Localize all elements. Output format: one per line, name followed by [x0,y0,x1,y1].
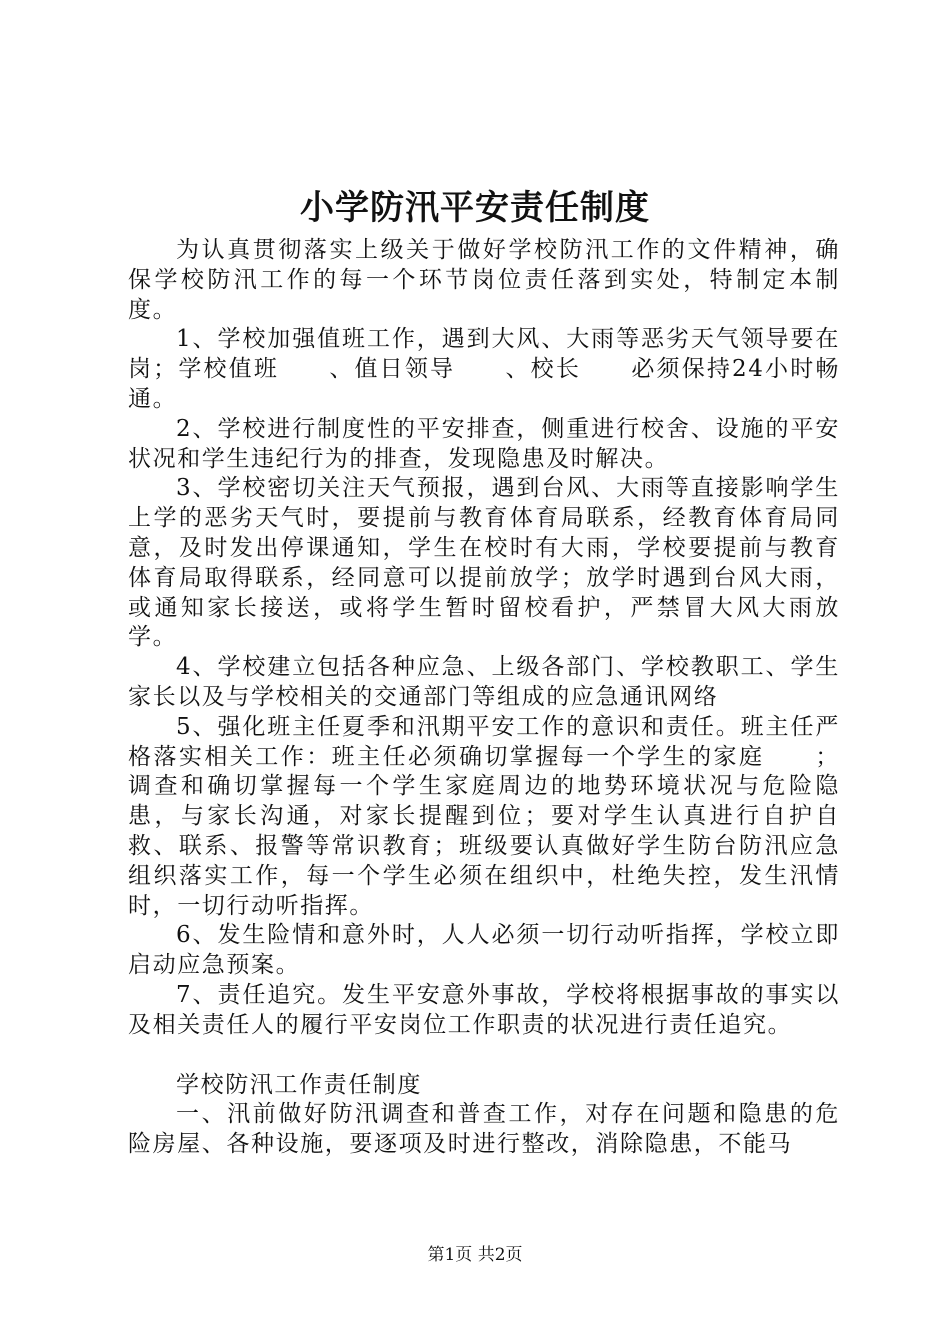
section-2-paragraph: 一、汛前做好防汛调查和普查工作，对存在问题和隐患的危险房屋、各种设施，要逐项及时进行整改，消除隐患，不能马 [128,1101,840,1158]
paragraph-item-1: 1、学校加强值班工作，遇到大风、大雨等恶劣天气领导要在岗；学校值班 、值日领导 、校长 必须保持24小时畅通。 [128,326,840,412]
paragraph-item-3: 3、学校密切关注天气预报，遇到台风、大雨等直接影响学生上学的恶劣天气时，要提前与教育体育局联系，经教育体育局同意，及时发出停课通知，学生在校时有大雨，学校要提前与教育体育局取得联系，经同意可以提前放学；放学时遇到台风大雨，或通知家长接送，或将学生暂时留校看护，严禁冒大风大雨放学。 [128,475,840,651]
page-footer: 第1页 共2页 [427,1245,523,1265]
section-2-heading: 学校防汛工作责任制度 [176,1071,422,1098]
document-title: 小学防汛平安责任制度 [300,188,650,228]
paragraph-item-5: 5、强化班主任夏季和汛期平安工作的意识和责任。班主任严格落实相关工作：班主任必须确切掌握每一个学生的家庭 ；调查和确切掌握每一个学生家庭周边的地势环境状况与危险隐患，与家长沟通，对家长提醒到位；要对学生认真进行自护自救、联系、报警等常识教育；班级要认真做好学生防台防汛应急组织落实工作，每一个学生必须在组织中，杜绝失控，发生汛情时，一切行动听指挥。 [128,713,840,919]
paragraph-item-6: 6、发生险情和意外时，人人必须一切行动听指挥，学校立即启动应急预案。 [128,922,840,979]
paragraph-item-2: 2、学校进行制度性的平安排查，侧重进行校舍、设施的平安状况和学生违纪行为的排查，发现隐患及时解决。 [128,415,840,472]
document-body [128,236,840,1160]
paragraph-item-4: 4、学校建立包括各种应急、上级各部门、学校教职工、学生家长以及与学校相关的交通部门等组成的应急通讯网络 [128,654,840,710]
paragraph-intro: 为认真贯彻落实上级关于做好学校防汛工作的文件精神，确保学校防汛工作的每一个环节岗位责任落到实处，特制定本制度。 [128,237,840,323]
paragraph-item-7: 7、责任追究。发生平安意外事故，学校将根据事故的事实以及相关责任人的履行平安岗位工作职责的状况进行责任追究。 [128,981,840,1038]
